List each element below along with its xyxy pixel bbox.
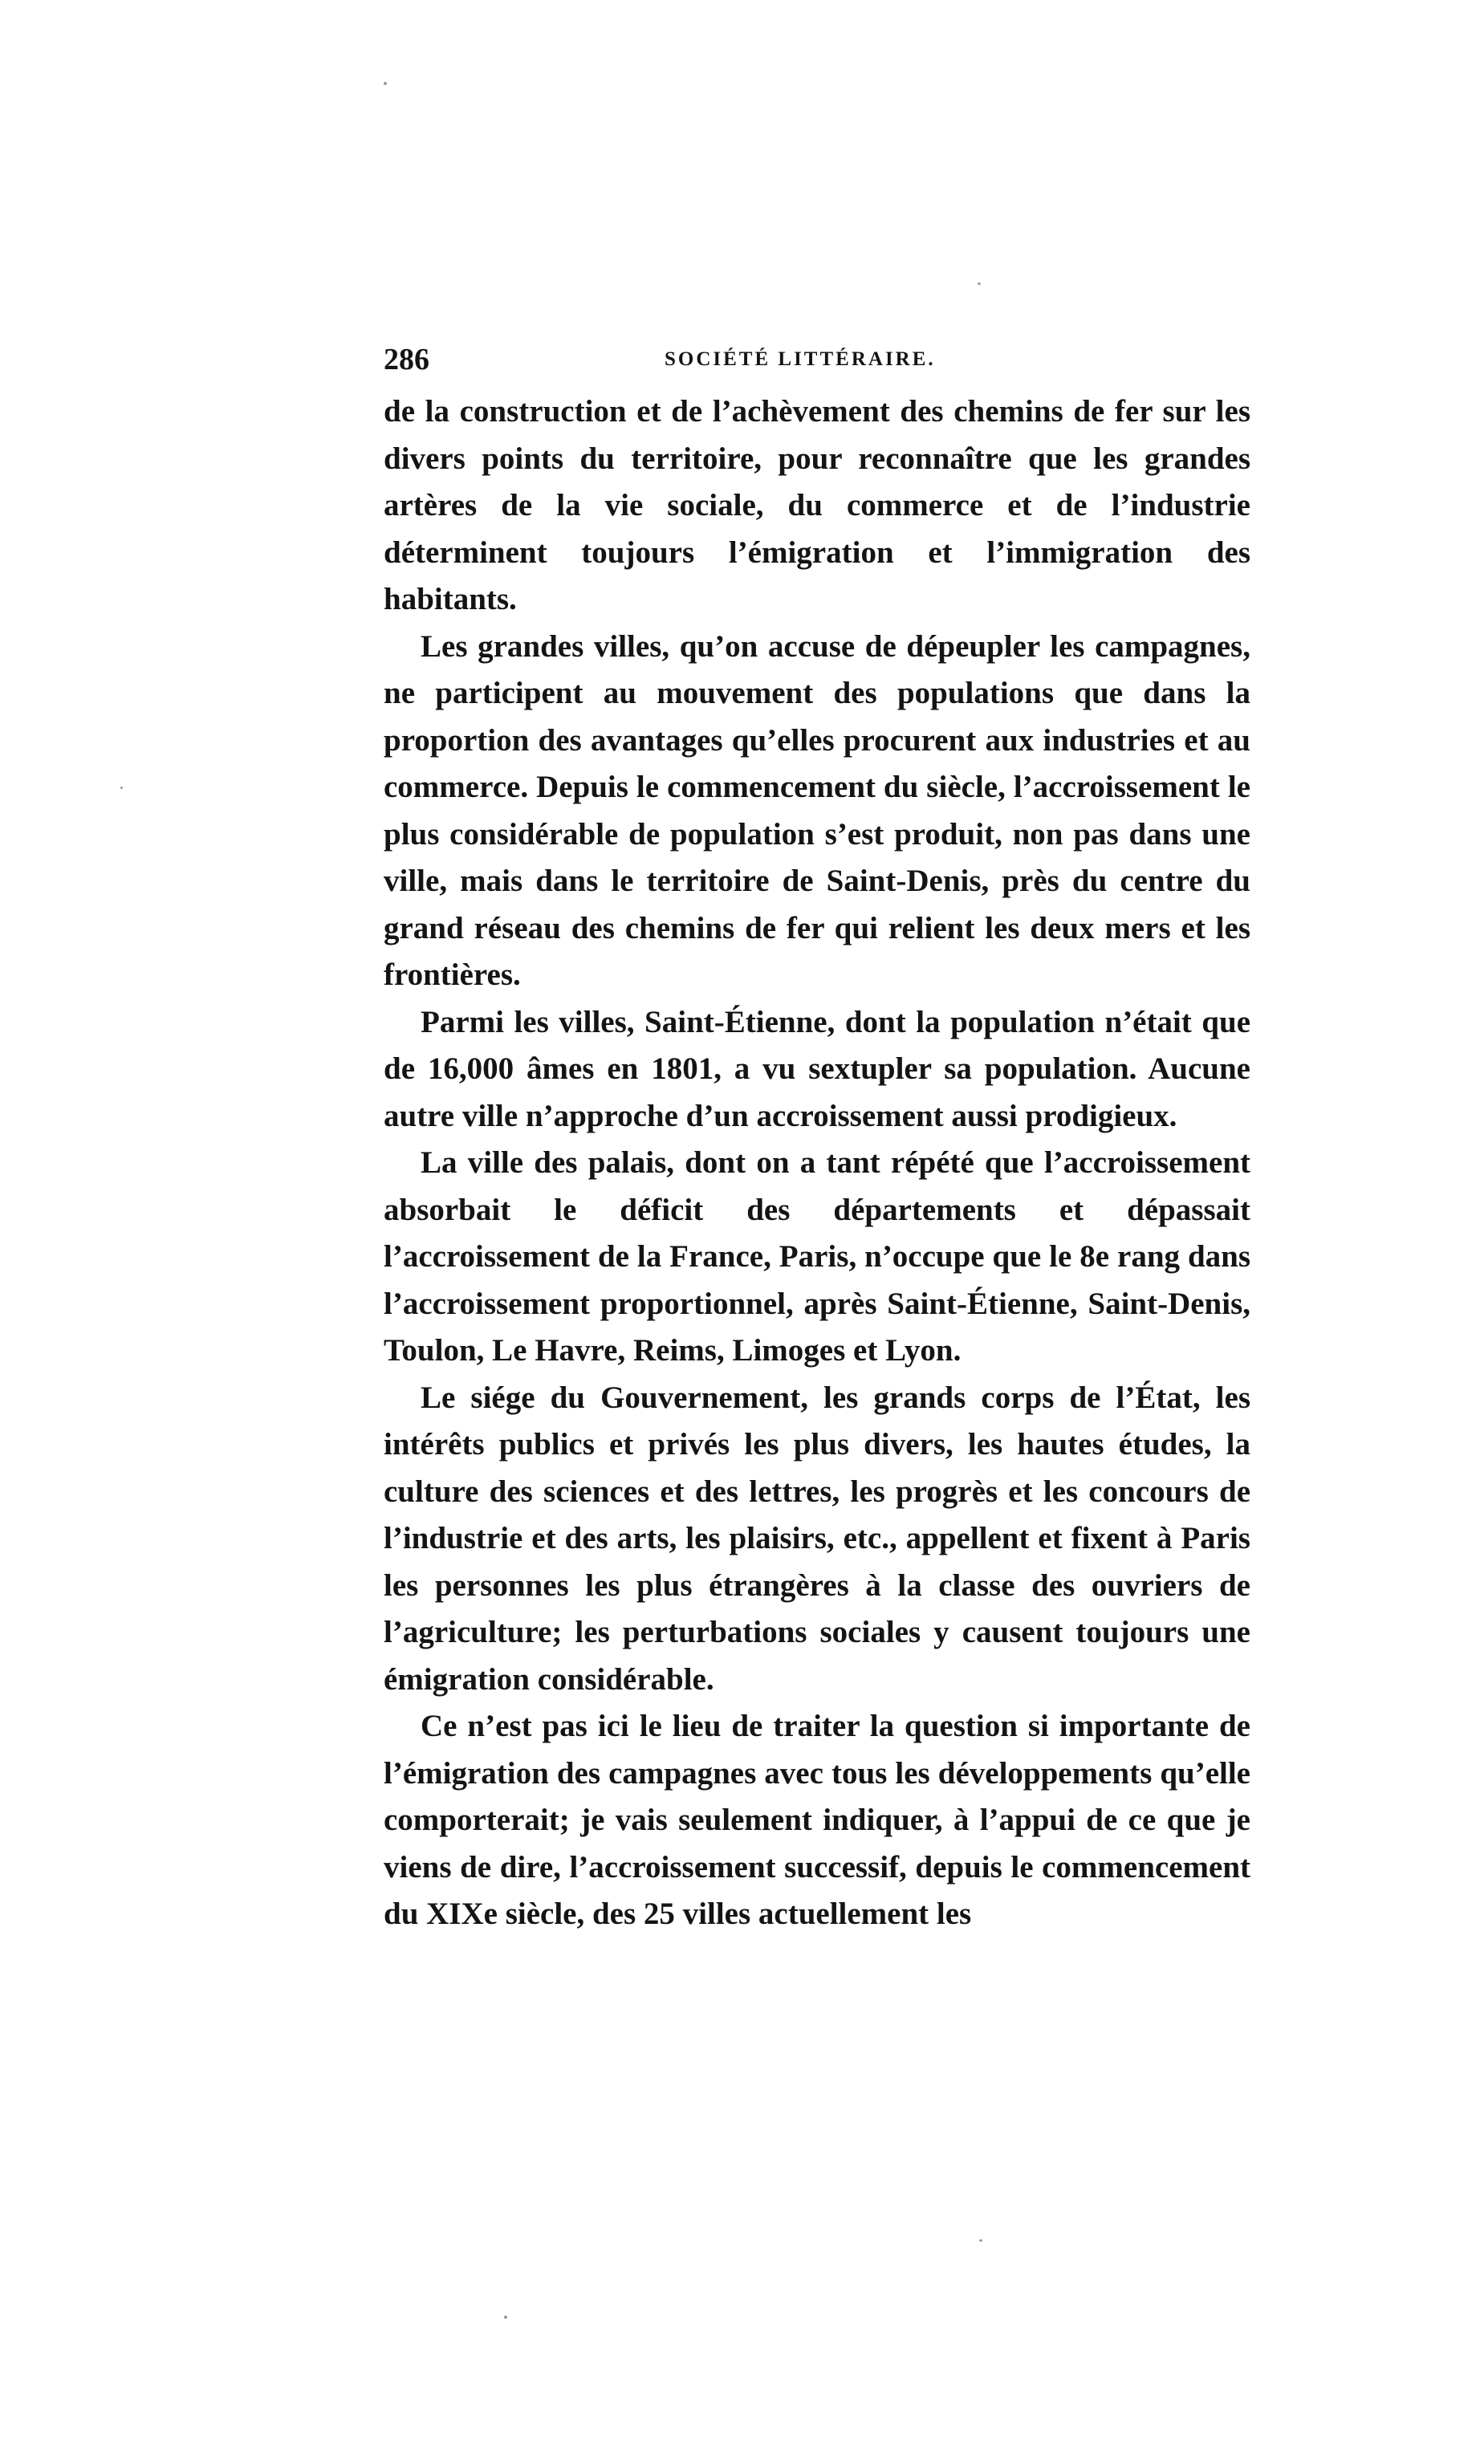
- paragraph-3: Parmi les villes, Saint-Étienne, dont la population n’était que de 16,000 âmes en 1801, a vu sextupler sa population. Aucune autre ville n’approche d’un accroissement aussi prodigieux.: [384, 1004, 1250, 1133]
- paragraph-1: de la construction et de l’achèvement des chemins de fer sur les divers points du territoire, pour reconnaître que les grandes artères de la vie sociale, du commerce et de l’industrie déterminent toujours l’émigration et l’immigration des habitants.: [384, 394, 1250, 616]
- body-text: [384, 388, 1250, 1938]
- scan-speck: [120, 787, 123, 789]
- paragraph-5: Le siége du Gouvernement, les grands corps de l’État, les intérêts publics et privés les plus divers, les hautes études, la culture des sciences et des lettres, les progrès et les concours de l’industrie et des arts, les plaisirs, etc., appellent et fixent à Paris les personnes les plus étrangères à la classe des ouvriers de l’agriculture; les perturbations sociales y causent toujours une émigration considérable.: [384, 1380, 1250, 1697]
- scan-speck: [384, 82, 387, 85]
- paragraph-6: Ce n’est pas ici le lieu de traiter la question si importante de l’émigration des campagnes avec tous les développements qu’elle comporterait; je vais seulement indiquer, à l’appui de ce que je viens de dire, l’accroissement successif, depuis le commencement du XIXe siècle, des 25 villes actuellement les: [384, 1709, 1250, 1931]
- running-title: SOCIÉTÉ LITTÉRAIRE.: [665, 348, 936, 370]
- scan-speck: [978, 283, 981, 285]
- page-number: 286: [384, 343, 429, 376]
- scan-speck: [504, 2316, 507, 2319]
- page-header: [384, 335, 1250, 384]
- paragraph-2: Les grandes villes, qu’on accuse de dépeupler les campagnes, ne participent au mouvement des populations que dans la proportion des avantages qu’elles procurent aux industries et au commerce. Depuis le commencement du siècle, l’accroissement le plus considérable de population s’est produit, non pas dans une ville, mais dans le territoire de Saint-Denis, près du centre du grand réseau des chemins de fer qui relient les deux mers et les frontières.: [384, 628, 1250, 992]
- paragraph-4: La ville des palais, dont on a tant répété que l’accroissement absorbait le déficit des départements et dépassait l’accroissement de la France, Paris, n’occupe que le 8e rang dans l’accroissement proportionnel, après Saint-Étienne, Saint-Denis, Toulon, Le Havre, Reims, Limoges et Lyon.: [384, 1145, 1250, 1368]
- scan-speck: [979, 2239, 982, 2242]
